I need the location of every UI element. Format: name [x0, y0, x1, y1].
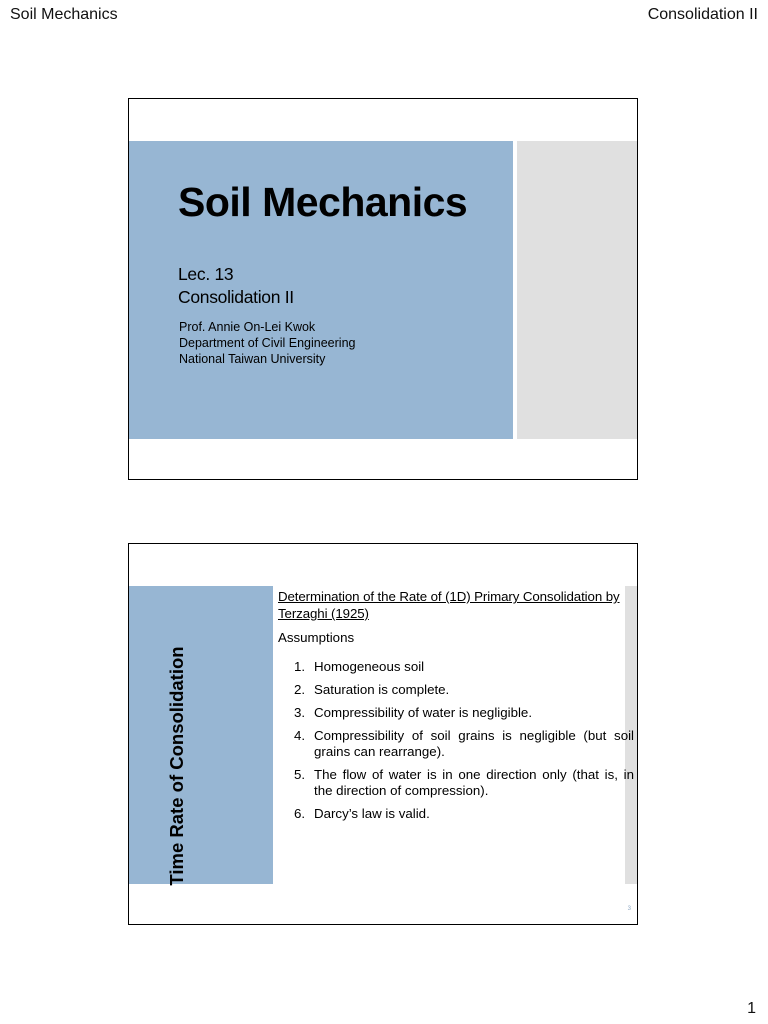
list-item-text: Darcy’s law is valid.: [314, 806, 430, 821]
assumptions-list: [294, 659, 634, 829]
lecture-topic: Consolidation II: [178, 287, 294, 307]
section-heading: Determination of the Rate of (1D) Primary Consolidation by Terzaghi (1925): [278, 589, 620, 621]
author-department: Department of Civil Engineering: [179, 336, 356, 350]
list-item: [294, 659, 634, 675]
author-name: Prof. Annie On-Lei Kwok: [179, 320, 316, 334]
list-item: [294, 705, 634, 721]
list-item: [294, 728, 634, 760]
slide-title: Soil Mechanics: [178, 179, 468, 225]
page-header-left: Soil Mechanics: [10, 6, 118, 23]
side-panel: [517, 141, 638, 439]
page-number: 1: [747, 1000, 756, 1017]
slide-1: [128, 98, 638, 480]
list-item-text: Compressibility of water is negligible.: [314, 705, 533, 720]
list-item: [294, 806, 634, 822]
list-item-number: 6.: [294, 806, 306, 821]
list-item-number: 5.: [294, 767, 306, 782]
lecture-number: Lec. 13: [178, 264, 234, 284]
list-item-text: Saturation is complete.: [314, 682, 450, 697]
side-title: Time Rate of Consolidation: [166, 646, 187, 886]
author-university: National Taiwan University: [179, 352, 326, 366]
page-header-right: Consolidation II: [647, 6, 758, 23]
assumptions-label: Assumptions: [278, 630, 355, 645]
list-item-text: Compressibility of soil grains is negligible (but soil grains can rearrange).: [314, 728, 634, 759]
list-item: [294, 767, 634, 799]
list-item-number: 1.: [294, 659, 306, 674]
slide-2: [128, 543, 638, 925]
slide-number: 3: [627, 906, 631, 912]
list-item-number: 4.: [294, 728, 306, 743]
list-item-text: Homogeneous soil: [314, 659, 425, 674]
list-item-text: The flow of water is in one direction only (that is, in the direction of compression).: [314, 767, 634, 798]
list-item-number: 3.: [294, 705, 306, 720]
side-title-panel: [129, 586, 273, 884]
list-item-number: 2.: [294, 682, 306, 697]
list-item: [294, 682, 634, 698]
